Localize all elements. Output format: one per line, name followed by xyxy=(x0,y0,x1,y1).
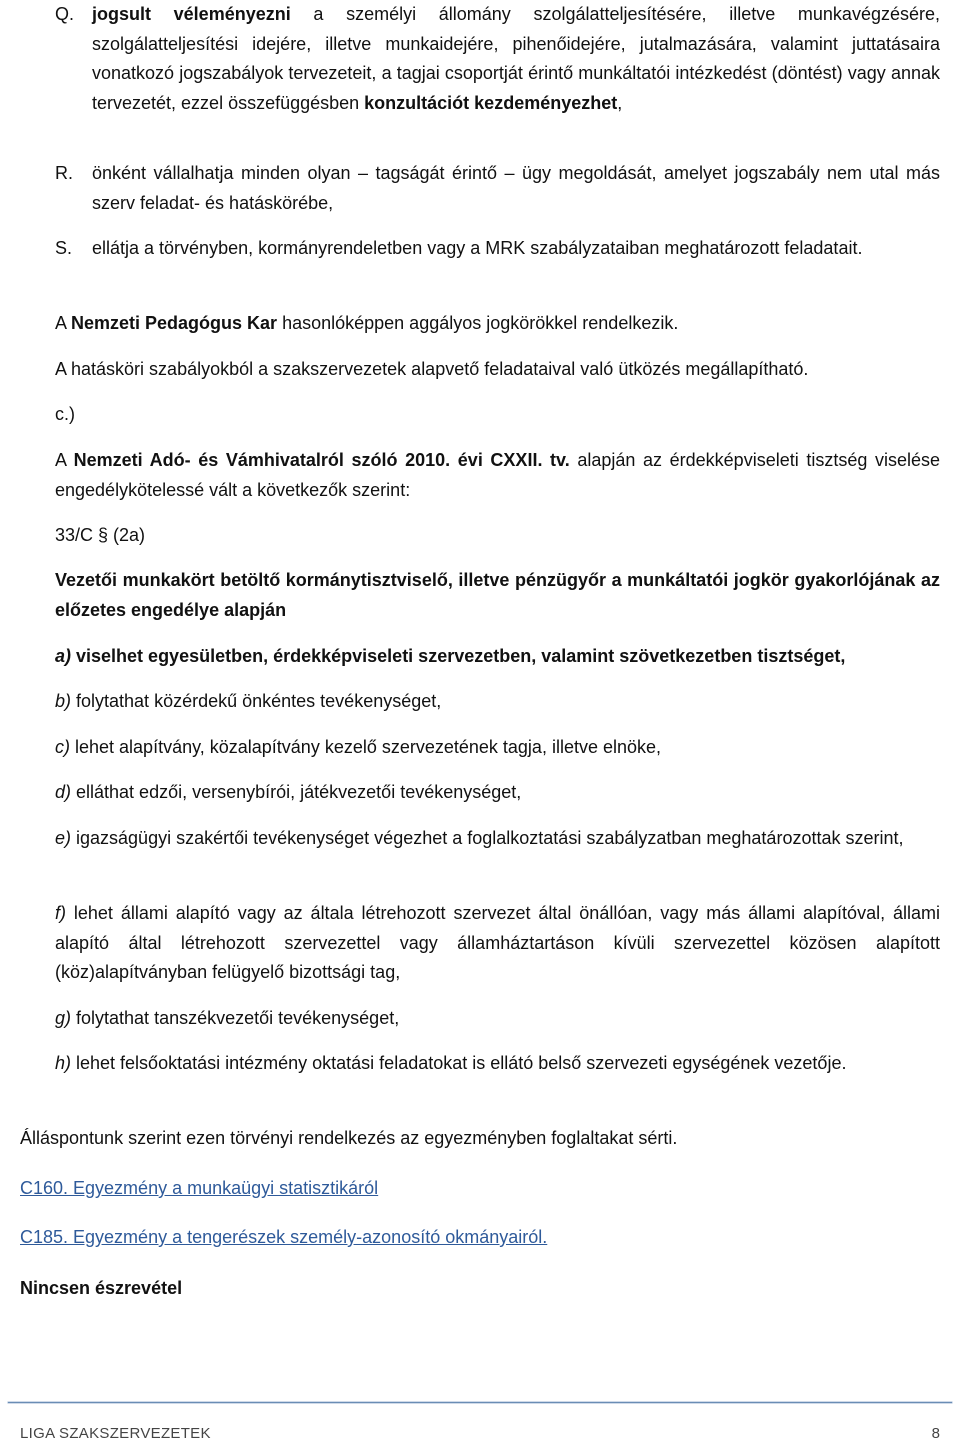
para-nav-post: alapján az érdekképviseleti tisztség viselése engedélykötelessé vált a következők szerint: xyxy=(55,450,941,500)
item-q-tail: , xyxy=(617,92,623,113)
list-text-a: viselhet egyesületben, érdekképviseleti szervezetben, valamint szövetkezetben tisztséget, xyxy=(71,646,846,666)
para-allaspont: Álláspontunk szerint ezen törvényi rendelkezés az egyezményben foglaltakat sérti. xyxy=(20,1128,678,1148)
item-s-text: ellátja a törvényben, kormányrendeletben vagy a MRK szabályzataiban meghatározott feladatait. xyxy=(92,238,863,258)
list-text-h: lehet felsőoktatási intézmény oktatási feladatokat is ellátó belső szervezeti egységének vezetője. xyxy=(71,1053,847,1073)
para-hataskori: A hatásköri szabályokból a szakszervezetek alapvető feladataival való ütközés megállapítható. xyxy=(55,359,809,379)
list-item-g xyxy=(55,1004,940,1034)
item-label-r: R. xyxy=(55,163,73,183)
footer-org: LIGA SZAKSZERVEZETEK xyxy=(20,1425,211,1442)
para-nav-bold: Nemzeti Adó- és Vámhivatalról szóló 2010. évi CXXII. tv. xyxy=(73,450,570,470)
link-c185[interactable]: C185. Egyezmény a tengerészek személy-azonosító okmányairól. xyxy=(20,1227,548,1247)
para-nav-pre: A xyxy=(55,450,74,470)
no-comment-text: Nincsen észrevétel xyxy=(20,1278,183,1298)
list-letter-a: a) xyxy=(55,646,72,666)
list-item-e xyxy=(55,824,940,854)
list-item-h xyxy=(55,1049,940,1079)
list-letter-h: h) xyxy=(55,1053,72,1073)
item-q-text xyxy=(92,0,940,118)
para-nav xyxy=(55,446,940,505)
item-q-bold-end: konzultációt kezdeményezhet xyxy=(364,92,618,113)
item-q-body: a személyi állomány szolgálatteljesítésére, illetve munkavégzésére, szolgálatteljesítési idejére, illetve munkaidejére, pihenőidejére, jutalmazására, valamint juttatásaira vonatkozó jogszabályok tervezeteit, a tagjai csoportját érintő munkáltatói intézkedést (döntést) vagy annak tervezetét, ezzel összefüggésben xyxy=(92,4,940,113)
list-text-c: lehet alapítvány, közalapítvány kezelő szervezetének tagja, illetve elnöke, xyxy=(70,737,662,757)
list-item-a xyxy=(55,642,940,672)
list-text-e: igazságügyi szakértői tevékenységet végezhet a foglalkoztatási szabályzatban meghatározottak szerint, xyxy=(71,828,904,848)
footer-page-number: 8 xyxy=(931,1425,940,1442)
list-letter-g: g) xyxy=(55,1008,72,1028)
item-label-s: S. xyxy=(55,238,73,258)
item-label-q: Q. xyxy=(55,4,75,24)
footer-divider xyxy=(8,1402,952,1403)
paragraph-reference: 33/C § (2a) xyxy=(55,525,146,545)
list-item-b xyxy=(55,687,940,717)
item-q-bold-lead: jogsult véleményezni xyxy=(92,4,291,24)
list-item-c xyxy=(55,733,940,763)
item-r-text: önként vállalhatja minden olyan – tagságát érintő – ügy megoldását, amelyet jogszabály nem utal más szerv feladat- és hatáskörébe, xyxy=(92,163,940,213)
list-letter-c: c) xyxy=(55,737,70,757)
section-c-label: c.) xyxy=(55,404,75,424)
list-text-g: folytathat tanszékvezetői tevékenységet, xyxy=(71,1008,400,1028)
para-pedagogus-pre: A xyxy=(55,313,72,333)
list-letter-b: b) xyxy=(55,691,72,711)
link-c160-wrap xyxy=(20,1174,940,1204)
list-text-b: folytathat közérdekű önkéntes tevékenységet, xyxy=(71,691,442,711)
list-letter-f: f) xyxy=(55,903,66,923)
link-c185-wrap xyxy=(20,1223,940,1253)
list-text-d: elláthat edzői, versenybírói, játékvezetői tevékenységet, xyxy=(71,782,522,802)
para-pedagogus-kar xyxy=(55,309,940,339)
para-pedagogus-post: hasonlóképpen aggályos jogkörökkel rendelkezik. xyxy=(277,313,679,333)
para-vezetoi-munkakor: Vezetői munkakört betöltő kormánytisztviselő, illetve pénzügyőr a munkáltatói jogkör gyakorlójának az előzetes engedélye alapján xyxy=(55,570,940,620)
list-letter-e: e) xyxy=(55,828,72,848)
list-item-d xyxy=(55,778,940,808)
list-letter-d: d) xyxy=(55,782,72,802)
list-item-f xyxy=(55,899,940,988)
list-text-f: lehet állami alapító vagy az általa létrehozott szervezet által önállóan, vagy más állami alapítóval, állami alapító által létrehozott szervezettel vagy államháztartáson kívüli szervezettel közösen alapított (köz)alapítványban felügyelő bizottsági tag, xyxy=(55,903,940,982)
link-c160[interactable]: C160. Egyezmény a munkaügyi statisztikáról xyxy=(20,1178,379,1198)
para-pedagogus-bold: Nemzeti Pedagógus Kar xyxy=(71,313,278,333)
